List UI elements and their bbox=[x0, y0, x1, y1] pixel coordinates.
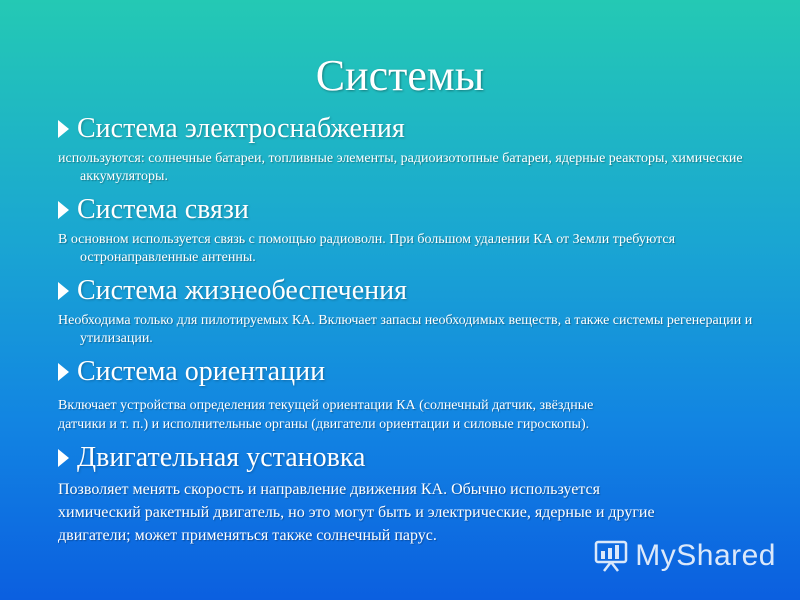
section-body-line: двигатели; может применяться также солнечный парус. bbox=[58, 527, 437, 544]
section-body-line: Включает устройства определения текущей ориентации КА (солнечный датчик, звёздные bbox=[58, 398, 594, 413]
section-heading-text: Система жизнеобеспечения bbox=[77, 275, 408, 306]
bullet-arrow-icon bbox=[58, 449, 69, 467]
section-communication bbox=[58, 192, 758, 267]
bullet-arrow-icon bbox=[58, 282, 69, 300]
section-body: используются: солнечные батареи, топливные элементы, радиоизотопные батареи, ядерные реакторы, химические аккумуляторы. bbox=[58, 151, 743, 184]
section-body-line: химический ракетный двигатель, но это могут быть и электрические, ядерные и другие bbox=[58, 504, 655, 521]
bullet-arrow-icon bbox=[58, 201, 69, 219]
section-orientation bbox=[58, 354, 758, 434]
section-heading bbox=[58, 354, 758, 390]
section-heading-text: Система электроснабжения bbox=[77, 113, 405, 144]
section-heading bbox=[58, 273, 758, 309]
watermark-logo bbox=[593, 538, 776, 574]
section-propulsion bbox=[58, 440, 758, 547]
bullet-arrow-icon bbox=[58, 120, 69, 138]
section-power bbox=[58, 111, 758, 186]
presentation-board-icon bbox=[593, 538, 629, 574]
section-body: Необходима только для пилотируемых КА. Включает запасы необходимых веществ, а также системы регенерации и утилизации. bbox=[58, 313, 753, 346]
section-life-support bbox=[58, 273, 758, 348]
slide-title: Системы bbox=[315, 51, 485, 100]
section-heading-text: Система ориентации bbox=[77, 356, 326, 387]
section-heading-text: Система связи bbox=[77, 194, 249, 225]
bullet-arrow-icon bbox=[58, 363, 69, 381]
section-heading-text: Двигательная установка bbox=[77, 442, 366, 473]
section-heading bbox=[58, 111, 758, 147]
slide-content bbox=[58, 105, 758, 547]
section-heading bbox=[58, 192, 758, 228]
watermark-text: MyShared bbox=[635, 539, 776, 572]
section-body-line: датчики и т. п.) и исполнительные органы (двигатели ориентации и силовые гироскопы). bbox=[58, 417, 590, 432]
section-body-line: Позволяет менять скорость и направление движения КА. Обычно используется bbox=[58, 481, 600, 498]
section-heading bbox=[58, 440, 758, 476]
section-body: В основном используется связь с помощью радиоволн. При большом удалении КА от Земли требуются остронаправленные антенны. bbox=[58, 232, 676, 265]
